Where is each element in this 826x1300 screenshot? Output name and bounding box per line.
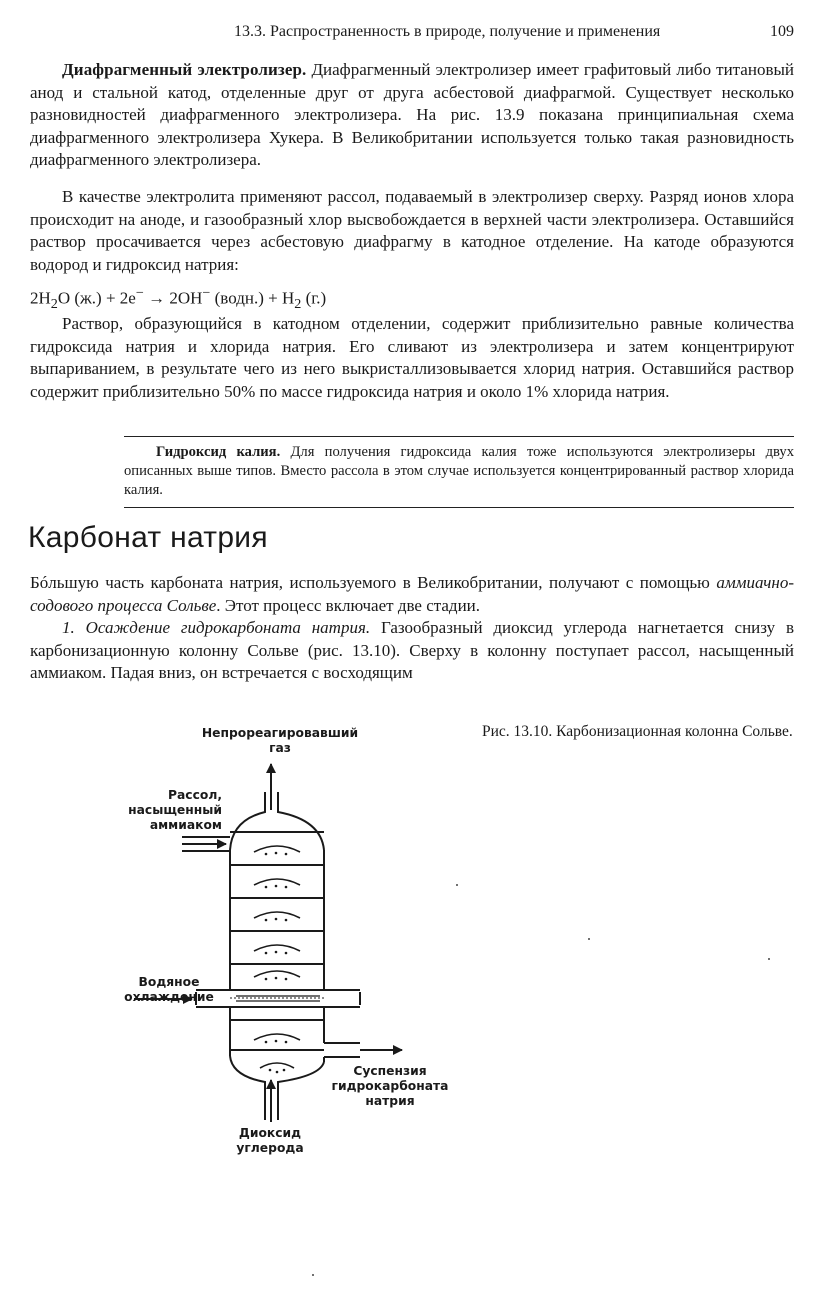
label-unreacted-gas: Непрореагировавший газ [201, 726, 359, 755]
bottom-left [230, 1056, 265, 1100]
scan-speck [312, 1274, 314, 1276]
label-carbon-dioxide: Диоксид углерода [236, 1126, 304, 1155]
label-water-cooling: Водяное охлаждение [124, 975, 214, 1004]
chemical-equation: $2H_2O$ (ж.) + 2e− → 2OH− (водн.) + $H_2$ (г.) [30, 285, 327, 313]
dome-right [278, 792, 324, 850]
label-ammoniated-brine: Рассол, насыщенный аммиаком [128, 788, 222, 832]
note-body: Для получения гидроксида калия тоже используются электролизеры двух описанных выше типов. Вместо рассола в этом случае используется концентрированный раствор хлорида калия. [124, 444, 794, 499]
dome-left [230, 792, 265, 850]
page-number: 109 [770, 23, 794, 40]
process-name: аммиачно-содового процесса Сольве [30, 573, 794, 615]
run-in-heading: Диафрагменный электролизер. [62, 60, 307, 79]
note-heading: Гидроксид калия. [156, 444, 281, 460]
scan-speck [588, 938, 590, 940]
running-head-title: 13.3. Распространенность в природе, получение и применения [234, 23, 661, 40]
bottom-right [278, 1062, 324, 1100]
note-box [124, 436, 794, 508]
paragraph-solvay-intro: Бóльшую часть карбоната натрия, используемого в Великобритании, получают с помощью аммиачно-содового процесса Сольве. Этот процесс включает две стадии. [30, 573, 794, 615]
paragraph-stage-1: 1. Осаждение гидрокарбоната натрия. Газообразный диоксид углерода нагнетается снизу в карбонизационную колонну Сольве (рис. 13.10). Сверху в колонну поступает рассол, насыщенный аммиаком. Падая вниз, он встречается с восходящим [30, 618, 794, 683]
scan-speck [456, 884, 458, 886]
paragraph-diaphragm-cell [30, 59, 794, 172]
solvay-column-figure [120, 720, 460, 1160]
running-head [200, 20, 794, 44]
figure-caption: Рис. 13.10. Карбонизационная колонна Сольве. [482, 723, 793, 740]
stage-heading: 1. Осаждение гидрокарбоната натрия. [62, 618, 371, 637]
paragraph-electrolyte [30, 186, 794, 276]
note-text [124, 443, 794, 501]
paragraph-text: Диафрагменный электролизер имеет графитовый либо титановый анод и стальной катод, отделенные друг от друга асбестовой диафрагмой. Существует несколько разновидностей диафрагменного электролизера. На рис. 13.9 показана принципиальная схема диафрагменного электролизера Хукера. В Великобритании используется только такая разновидность диафрагменного электролизера. [30, 60, 794, 170]
paragraph-text: Раствор, образующийся в катодном отделении, содержит приблизительно равные количества гидроксида натрия и хлорида натрия. Его сливают из электролизера и затем концентрируют выпариванием, в результате чего из него выкристаллизовывается хлорид натрия. Оставшийся раствор содержит приблизительно 50% по массе гидроксида натрия и около 1% хлорида натрия. [30, 314, 794, 401]
label-bicarbonate-slurry: Суспензия гидрокарбоната натрия [331, 1064, 449, 1108]
section-heading: Карбонат натрия [28, 521, 268, 554]
paragraph-text: В качестве электролита применяют рассол, подаваемый в электролизер сверху. Разряд ионов хлора происходит на аноде, и газообразный хлор высвобождается в верхней части электролизера. Оставшийся раствор просачивается через асбестовую диафрагму в катодное отделение. На катоде образуются водород и гидроксид натрия: [30, 187, 794, 274]
scan-speck [768, 958, 770, 960]
paragraph-cathode-solution [30, 313, 794, 403]
